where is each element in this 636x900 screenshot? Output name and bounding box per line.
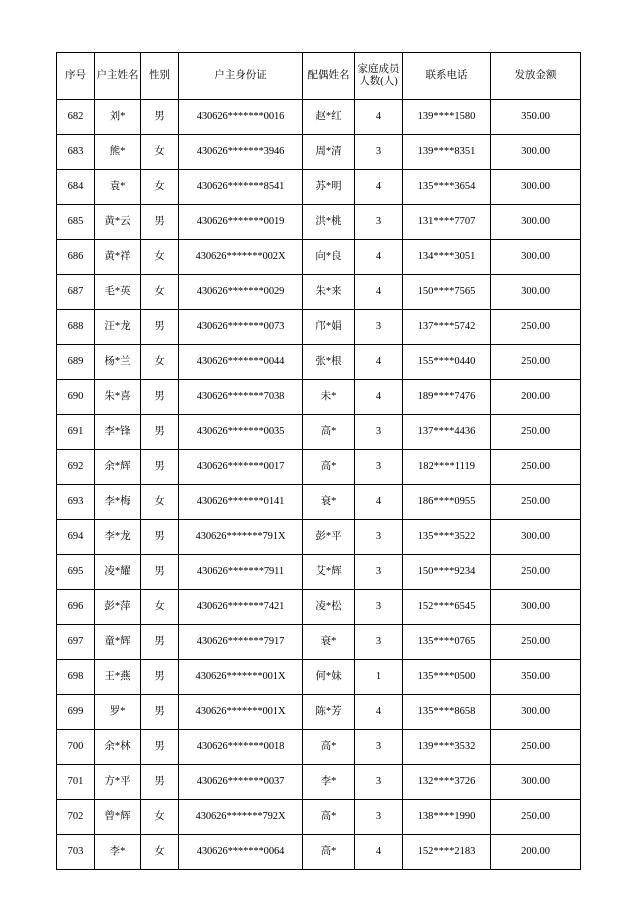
cell-householder-name: 李*梅 bbox=[95, 485, 141, 520]
cell-spouse-name: 艾*辉 bbox=[303, 555, 355, 590]
column-header-phone: 联系电话 bbox=[403, 53, 491, 100]
cell-phone: 132****3726 bbox=[403, 765, 491, 800]
cell-householder-name: 毛*英 bbox=[95, 275, 141, 310]
cell-id-number: 430626*******0141 bbox=[179, 485, 303, 520]
cell-gender: 女 bbox=[141, 240, 179, 275]
cell-spouse-name: 何*妹 bbox=[303, 660, 355, 695]
cell-family-size: 3 bbox=[355, 765, 403, 800]
cell-gender: 男 bbox=[141, 100, 179, 135]
cell-householder-name: 袁* bbox=[95, 170, 141, 205]
cell-family-size: 3 bbox=[355, 520, 403, 555]
cell-family-size: 3 bbox=[355, 800, 403, 835]
cell-amount: 350.00 bbox=[491, 660, 581, 695]
cell-amount: 350.00 bbox=[491, 100, 581, 135]
cell-id-number: 430626*******0037 bbox=[179, 765, 303, 800]
table-row bbox=[57, 485, 581, 520]
cell-id-number: 430626*******791X bbox=[179, 520, 303, 555]
table-row bbox=[57, 835, 581, 870]
table-row bbox=[57, 590, 581, 625]
cell-gender: 男 bbox=[141, 695, 179, 730]
cell-id-number: 430626*******0044 bbox=[179, 345, 303, 380]
cell-family-size: 3 bbox=[355, 415, 403, 450]
cell-family-size: 3 bbox=[355, 730, 403, 765]
cell-gender: 女 bbox=[141, 275, 179, 310]
cell-phone: 135****0765 bbox=[403, 625, 491, 660]
cell-householder-name: 余*林 bbox=[95, 730, 141, 765]
cell-amount: 250.00 bbox=[491, 310, 581, 345]
cell-amount: 200.00 bbox=[491, 835, 581, 870]
cell-phone: 135****0500 bbox=[403, 660, 491, 695]
cell-householder-name: 汪*龙 bbox=[95, 310, 141, 345]
cell-amount: 250.00 bbox=[491, 625, 581, 660]
cell-spouse-name: 洪*桃 bbox=[303, 205, 355, 240]
cell-householder-name: 熊* bbox=[95, 135, 141, 170]
cell-sequence: 687 bbox=[57, 275, 95, 310]
cell-phone: 152****2183 bbox=[403, 835, 491, 870]
cell-id-number: 430626*******0018 bbox=[179, 730, 303, 765]
table-row bbox=[57, 625, 581, 660]
cell-phone: 138****1990 bbox=[403, 800, 491, 835]
cell-gender: 男 bbox=[141, 520, 179, 555]
cell-amount: 300.00 bbox=[491, 520, 581, 555]
cell-id-number: 430626*******792X bbox=[179, 800, 303, 835]
cell-gender: 女 bbox=[141, 590, 179, 625]
cell-phone: 139****8351 bbox=[403, 135, 491, 170]
cell-spouse-name: 衰* bbox=[303, 485, 355, 520]
cell-id-number: 430626*******0035 bbox=[179, 415, 303, 450]
table-row bbox=[57, 415, 581, 450]
cell-amount: 250.00 bbox=[491, 345, 581, 380]
cell-family-size: 3 bbox=[355, 205, 403, 240]
cell-family-size: 3 bbox=[355, 135, 403, 170]
cell-sequence: 700 bbox=[57, 730, 95, 765]
cell-phone: 150****7565 bbox=[403, 275, 491, 310]
table-row bbox=[57, 695, 581, 730]
cell-sequence: 688 bbox=[57, 310, 95, 345]
cell-amount: 300.00 bbox=[491, 135, 581, 170]
cell-householder-name: 李* bbox=[95, 835, 141, 870]
table-row bbox=[57, 205, 581, 240]
cell-family-size: 3 bbox=[355, 625, 403, 660]
column-header-sequence: 序号 bbox=[57, 53, 95, 100]
cell-id-number: 430626*******0019 bbox=[179, 205, 303, 240]
table-row bbox=[57, 310, 581, 345]
cell-amount: 250.00 bbox=[491, 555, 581, 590]
cell-spouse-name: 衰* bbox=[303, 625, 355, 660]
cell-sequence: 683 bbox=[57, 135, 95, 170]
cell-amount: 300.00 bbox=[491, 205, 581, 240]
cell-spouse-name: 彭*平 bbox=[303, 520, 355, 555]
cell-phone: 135****3654 bbox=[403, 170, 491, 205]
cell-spouse-name: 高* bbox=[303, 415, 355, 450]
cell-gender: 女 bbox=[141, 345, 179, 380]
cell-id-number: 430626*******0064 bbox=[179, 835, 303, 870]
cell-sequence: 703 bbox=[57, 835, 95, 870]
cell-sequence: 694 bbox=[57, 520, 95, 555]
cell-sequence: 690 bbox=[57, 380, 95, 415]
column-header-householder-name: 户主姓名 bbox=[95, 53, 141, 100]
cell-id-number: 430626*******7421 bbox=[179, 590, 303, 625]
cell-spouse-name: 未* bbox=[303, 380, 355, 415]
table-row bbox=[57, 765, 581, 800]
cell-id-number: 430626*******001X bbox=[179, 660, 303, 695]
cell-gender: 男 bbox=[141, 555, 179, 590]
column-header-spouse-name: 配偶姓名 bbox=[303, 53, 355, 100]
table-row bbox=[57, 100, 581, 135]
cell-phone: 137****5742 bbox=[403, 310, 491, 345]
cell-spouse-name: 李* bbox=[303, 765, 355, 800]
cell-gender: 男 bbox=[141, 730, 179, 765]
cell-sequence: 691 bbox=[57, 415, 95, 450]
cell-gender: 男 bbox=[141, 205, 179, 240]
cell-spouse-name: 张*根 bbox=[303, 345, 355, 380]
cell-householder-name: 方*平 bbox=[95, 765, 141, 800]
cell-family-size: 4 bbox=[355, 170, 403, 205]
cell-phone: 134****3051 bbox=[403, 240, 491, 275]
table-row bbox=[57, 240, 581, 275]
cell-id-number: 430626*******0029 bbox=[179, 275, 303, 310]
cell-spouse-name: 苏*明 bbox=[303, 170, 355, 205]
cell-phone: 135****8658 bbox=[403, 695, 491, 730]
cell-id-number: 430626*******8541 bbox=[179, 170, 303, 205]
cell-family-size: 4 bbox=[355, 275, 403, 310]
cell-sequence: 695 bbox=[57, 555, 95, 590]
cell-family-size: 4 bbox=[355, 100, 403, 135]
cell-phone: 152****6545 bbox=[403, 590, 491, 625]
cell-phone: 137****4436 bbox=[403, 415, 491, 450]
cell-spouse-name: 赵*红 bbox=[303, 100, 355, 135]
table-row bbox=[57, 730, 581, 765]
cell-householder-name: 杨*兰 bbox=[95, 345, 141, 380]
cell-amount: 200.00 bbox=[491, 380, 581, 415]
cell-amount: 250.00 bbox=[491, 415, 581, 450]
cell-householder-name: 黄*云 bbox=[95, 205, 141, 240]
cell-family-size: 4 bbox=[355, 695, 403, 730]
cell-sequence: 702 bbox=[57, 800, 95, 835]
cell-sequence: 692 bbox=[57, 450, 95, 485]
cell-phone: 135****3522 bbox=[403, 520, 491, 555]
cell-householder-name: 李*锋 bbox=[95, 415, 141, 450]
cell-sequence: 697 bbox=[57, 625, 95, 660]
cell-spouse-name: 凌*松 bbox=[303, 590, 355, 625]
cell-spouse-name: 高* bbox=[303, 800, 355, 835]
cell-amount: 300.00 bbox=[491, 275, 581, 310]
cell-phone: 139****1580 bbox=[403, 100, 491, 135]
cell-family-size: 4 bbox=[355, 485, 403, 520]
cell-phone: 189****7476 bbox=[403, 380, 491, 415]
table-row bbox=[57, 450, 581, 485]
table-row bbox=[57, 345, 581, 380]
cell-amount: 300.00 bbox=[491, 765, 581, 800]
cell-amount: 300.00 bbox=[491, 695, 581, 730]
cell-spouse-name: 朱*来 bbox=[303, 275, 355, 310]
column-header-gender: 性别 bbox=[141, 53, 179, 100]
cell-phone: 186****0955 bbox=[403, 485, 491, 520]
cell-householder-name: 彭*萍 bbox=[95, 590, 141, 625]
cell-householder-name: 曾*辉 bbox=[95, 800, 141, 835]
cell-sequence: 685 bbox=[57, 205, 95, 240]
cell-family-size: 3 bbox=[355, 310, 403, 345]
cell-spouse-name: 邝*娟 bbox=[303, 310, 355, 345]
cell-sequence: 696 bbox=[57, 590, 95, 625]
cell-sequence: 693 bbox=[57, 485, 95, 520]
cell-householder-name: 刘* bbox=[95, 100, 141, 135]
cell-family-size: 4 bbox=[355, 835, 403, 870]
cell-amount: 300.00 bbox=[491, 590, 581, 625]
cell-amount: 300.00 bbox=[491, 240, 581, 275]
cell-gender: 男 bbox=[141, 415, 179, 450]
cell-gender: 男 bbox=[141, 765, 179, 800]
cell-householder-name: 王*燕 bbox=[95, 660, 141, 695]
cell-spouse-name: 周*清 bbox=[303, 135, 355, 170]
column-header-family-size: 家庭成员人数(人) bbox=[355, 53, 403, 100]
table-header bbox=[57, 53, 581, 100]
cell-amount: 250.00 bbox=[491, 450, 581, 485]
cell-id-number: 430626*******0073 bbox=[179, 310, 303, 345]
cell-family-size: 3 bbox=[355, 450, 403, 485]
cell-family-size: 4 bbox=[355, 380, 403, 415]
cell-phone: 150****9234 bbox=[403, 555, 491, 590]
cell-gender: 女 bbox=[141, 135, 179, 170]
cell-householder-name: 罗* bbox=[95, 695, 141, 730]
table-row bbox=[57, 170, 581, 205]
cell-family-size: 3 bbox=[355, 590, 403, 625]
cell-sequence: 699 bbox=[57, 695, 95, 730]
cell-gender: 女 bbox=[141, 485, 179, 520]
cell-sequence: 684 bbox=[57, 170, 95, 205]
cell-id-number: 430626*******0017 bbox=[179, 450, 303, 485]
beneficiary-table bbox=[56, 52, 581, 870]
cell-spouse-name: 高* bbox=[303, 450, 355, 485]
cell-spouse-name: 陈*芳 bbox=[303, 695, 355, 730]
cell-amount: 300.00 bbox=[491, 170, 581, 205]
cell-householder-name: 李*龙 bbox=[95, 520, 141, 555]
cell-family-size: 3 bbox=[355, 555, 403, 590]
column-header-amount: 发放金额 bbox=[491, 53, 581, 100]
table-header-row bbox=[57, 53, 581, 100]
cell-householder-name: 黄*祥 bbox=[95, 240, 141, 275]
cell-sequence: 682 bbox=[57, 100, 95, 135]
table-row bbox=[57, 520, 581, 555]
cell-id-number: 430626*******0016 bbox=[179, 100, 303, 135]
cell-family-size: 1 bbox=[355, 660, 403, 695]
cell-householder-name: 童*辉 bbox=[95, 625, 141, 660]
cell-gender: 男 bbox=[141, 310, 179, 345]
cell-id-number: 430626*******002X bbox=[179, 240, 303, 275]
cell-id-number: 430626*******7911 bbox=[179, 555, 303, 590]
cell-gender: 女 bbox=[141, 835, 179, 870]
cell-phone: 155****0440 bbox=[403, 345, 491, 380]
cell-amount: 250.00 bbox=[491, 800, 581, 835]
cell-id-number: 430626*******001X bbox=[179, 695, 303, 730]
table-row bbox=[57, 555, 581, 590]
cell-sequence: 701 bbox=[57, 765, 95, 800]
cell-gender: 男 bbox=[141, 625, 179, 660]
cell-gender: 女 bbox=[141, 800, 179, 835]
cell-id-number: 430626*******7917 bbox=[179, 625, 303, 660]
cell-householder-name: 朱*喜 bbox=[95, 380, 141, 415]
table-row bbox=[57, 800, 581, 835]
cell-householder-name: 余*辉 bbox=[95, 450, 141, 485]
cell-gender: 男 bbox=[141, 450, 179, 485]
cell-sequence: 689 bbox=[57, 345, 95, 380]
cell-spouse-name: 向*良 bbox=[303, 240, 355, 275]
cell-householder-name: 凌*耀 bbox=[95, 555, 141, 590]
table-row bbox=[57, 380, 581, 415]
cell-gender: 男 bbox=[141, 660, 179, 695]
cell-gender: 女 bbox=[141, 170, 179, 205]
cell-sequence: 698 bbox=[57, 660, 95, 695]
table-row bbox=[57, 660, 581, 695]
cell-phone: 139****3532 bbox=[403, 730, 491, 765]
column-header-id-number: 户主身份证 bbox=[179, 53, 303, 100]
cell-phone: 131****7707 bbox=[403, 205, 491, 240]
cell-spouse-name: 高* bbox=[303, 730, 355, 765]
cell-spouse-name: 高* bbox=[303, 835, 355, 870]
cell-id-number: 430626*******3946 bbox=[179, 135, 303, 170]
cell-amount: 250.00 bbox=[491, 485, 581, 520]
cell-id-number: 430626*******7038 bbox=[179, 380, 303, 415]
table-body bbox=[57, 100, 581, 870]
cell-amount: 250.00 bbox=[491, 730, 581, 765]
table-row bbox=[57, 275, 581, 310]
cell-gender: 男 bbox=[141, 380, 179, 415]
cell-sequence: 686 bbox=[57, 240, 95, 275]
cell-family-size: 4 bbox=[355, 345, 403, 380]
cell-family-size: 4 bbox=[355, 240, 403, 275]
table-row bbox=[57, 135, 581, 170]
cell-phone: 182****1119 bbox=[403, 450, 491, 485]
